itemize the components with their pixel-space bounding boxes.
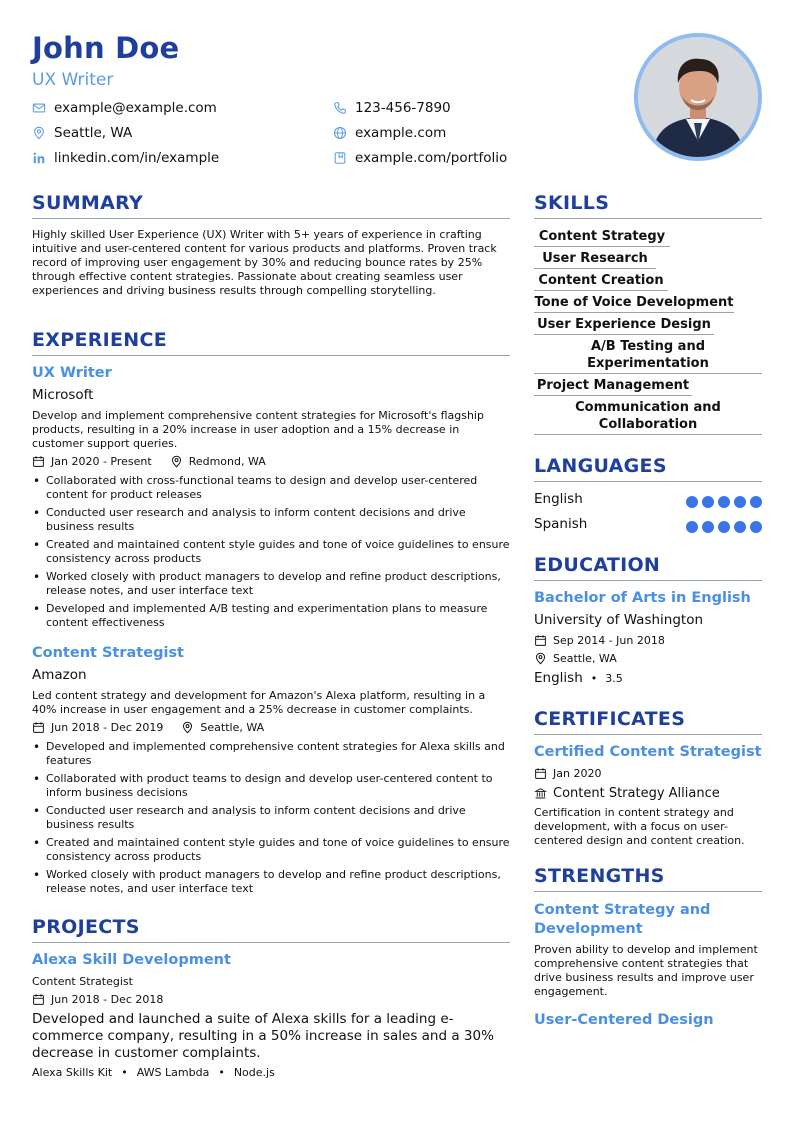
experience-divider [32, 355, 510, 356]
mail-icon [32, 101, 46, 115]
calendar-icon [32, 993, 45, 1006]
list-item: • Created and maintained content style guides and tone of voice guidelines to ensure consistency across products [32, 538, 510, 566]
summary-heading: SUMMARY [32, 192, 144, 214]
contact-linkedin[interactable] [32, 150, 219, 166]
language-name: Spanish [534, 516, 588, 532]
job-location: Redmond, WA [188, 455, 266, 468]
education-location [534, 652, 617, 665]
skills-heading: SKILLS [534, 192, 610, 214]
certificate-issuer-text: Content Strategy Alliance [553, 786, 720, 801]
list-item: • Worked closely with product managers to develop and refine product descriptions, release notes, and user interface text [32, 868, 510, 896]
contact-location [32, 125, 132, 141]
location-text: Seattle, WA [54, 125, 133, 141]
person-avatar-icon [638, 37, 758, 157]
job-company: Amazon [32, 667, 87, 683]
contact-email[interactable] [32, 100, 217, 116]
strength-title: Content Strategy and Development [534, 902, 711, 937]
certificate-description: Certification in content strategy and development, with a focus on user-centered design and content creation. [534, 806, 745, 847]
strengths-divider [534, 891, 762, 892]
job-meta [32, 721, 264, 734]
contact-phone[interactable] [333, 100, 451, 116]
contact-portfolio[interactable] [333, 150, 507, 166]
phone-icon [333, 101, 347, 115]
languages-heading: LANGUAGES [534, 455, 667, 477]
job-description: Develop and implement comprehensive content strategies for Microsoft's flagship products, resulting in a 20% increase in user adoption and a 15% decrease in customer support queries. [32, 409, 484, 450]
calendar-icon [32, 455, 45, 468]
level-dot [750, 496, 762, 508]
tool-tag: Alexa Skills Kit [32, 1066, 113, 1079]
job-dates: Jun 2018 - Dec 2019 [51, 721, 164, 734]
job-dates: Jan 2020 - Present [51, 455, 152, 468]
language-name: English [534, 491, 583, 507]
list-item: • Conducted user research and analysis to inform content decisions and drive business results [32, 804, 510, 832]
institution-icon [534, 787, 547, 800]
level-dot [718, 521, 730, 533]
job-company: Microsoft [32, 387, 94, 403]
list-item: • Worked closely with product managers to develop and refine product descriptions, release notes, and user interface text [32, 570, 510, 598]
globe-icon [333, 126, 347, 140]
location-pin-icon [32, 126, 46, 140]
linkedin-icon [32, 151, 46, 165]
portfolio-text: example.com/portfolio [355, 150, 508, 166]
job-bullets [32, 474, 510, 634]
skill-item: Tone of Voice Development [534, 294, 734, 313]
languages-divider [534, 481, 762, 482]
separator-dot: • [218, 1066, 225, 1079]
level-dot [702, 496, 714, 508]
language-level-dots [686, 521, 762, 533]
education-major-gpa [534, 670, 623, 686]
school-name: University of Washington [534, 612, 704, 628]
skill-item: User Experience Design [534, 316, 714, 335]
list-item: • Collaborated with product teams to design and develop user-centered content to inform business decisions [32, 772, 510, 800]
strength-title: User-Centered Design [534, 1012, 714, 1028]
education-dates-text: Sep 2014 - Jun 2018 [553, 634, 665, 647]
skill-item: A/B Testing and Experimentation [534, 338, 762, 374]
website-text: example.com [355, 125, 447, 141]
project-meta [32, 993, 163, 1006]
project-role: Content Strategist [32, 975, 133, 988]
project-title: Alexa Skill Development [32, 952, 231, 968]
project-tools [32, 1066, 275, 1079]
separator-dot: • [121, 1066, 128, 1079]
job-description: Led content strategy and development for Amazon's Alexa platform, resulting in a 40% increase in user engagement and a 25% decrease in customer complaints. [32, 689, 486, 716]
level-dot [734, 521, 746, 533]
summary-divider [32, 218, 510, 219]
job-title: UX Writer [32, 365, 112, 381]
level-dot [718, 496, 730, 508]
skill-item: User Research [534, 250, 656, 269]
skills-divider [534, 218, 762, 219]
candidate-role: UX Writer [32, 70, 114, 90]
contact-website[interactable] [333, 125, 446, 141]
location-pin-icon [534, 652, 547, 665]
linkedin-text: linkedin.com/in/example [54, 150, 220, 166]
projects-heading: PROJECTS [32, 916, 140, 938]
education-major: English [534, 670, 583, 686]
education-location-text: Seattle, WA [553, 652, 617, 665]
certificates-heading: CERTIFICATES [534, 708, 686, 730]
education-gpa: 3.5 [605, 671, 623, 685]
strengths-heading: STRENGTHS [534, 865, 665, 887]
tool-tag: AWS Lambda [136, 1066, 210, 1079]
certificate-issuer [534, 786, 720, 801]
list-item: • Created and maintained content style guides and tone of voice guidelines to ensure consistency across products [32, 836, 510, 864]
calendar-icon [32, 721, 45, 734]
list-item: • Collaborated with cross-functional teams to design and develop user-centered content for product releases [32, 474, 510, 502]
certificate-name: Certified Content Strategist [534, 744, 762, 760]
separator-dot: • [590, 671, 598, 685]
job-bullets [32, 740, 510, 900]
job-title: Content Strategist [32, 645, 184, 661]
skill-item: Project Management [534, 377, 692, 396]
skill-item: Content Creation [534, 272, 668, 291]
skill-item: Content Strategy [534, 228, 670, 247]
level-dot [734, 496, 746, 508]
profile-photo [634, 33, 762, 161]
certificate-date [534, 767, 601, 780]
phone-text: 123-456-7890 [355, 100, 451, 116]
certificate-date-text: Jan 2020 [553, 767, 602, 780]
summary-text: Highly skilled User Experience (UX) Writer with 5+ years of experience in crafting intuitive and user-centered content for various products and platforms. Proven track record of improving user engagement by 30% and reducing bounce rates by 25% through effective content strategies. Passionate about creating seamless user experiences and driving business results through compelling storytelling. [32, 228, 497, 297]
level-dot [686, 496, 698, 508]
job-meta [32, 455, 266, 468]
certificates-divider [534, 734, 762, 735]
skill-item: Communication and Collaboration [534, 399, 762, 435]
bookmark-icon [333, 151, 347, 165]
location-pin-icon [170, 455, 183, 468]
education-dates [534, 634, 665, 647]
list-item: • Conducted user research and analysis to inform content decisions and drive business results [32, 506, 510, 534]
experience-heading: EXPERIENCE [32, 329, 168, 351]
location-pin-icon [181, 721, 194, 734]
level-dot [686, 521, 698, 533]
language-level-dots [686, 496, 762, 508]
list-item: • Developed and implemented A/B testing and experimentation plans to measure content effectiveness [32, 602, 510, 630]
level-dot [702, 521, 714, 533]
education-divider [534, 580, 762, 581]
job-location: Seattle, WA [200, 721, 265, 734]
strength-description: Proven ability to develop and implement comprehensive content strategies that drive business results and improve user engagement. [534, 943, 758, 998]
email-text: example@example.com [54, 100, 217, 116]
calendar-icon [534, 767, 547, 780]
calendar-icon [534, 634, 547, 647]
list-item: • Developed and implemented comprehensive content strategies for Alexa skills and features [32, 740, 510, 768]
candidate-name: John Doe [32, 31, 180, 65]
tool-tag: Node.js [233, 1066, 275, 1079]
degree-title: Bachelor of Arts in English [534, 590, 751, 606]
project-dates: Jun 2018 - Dec 2018 [51, 993, 164, 1006]
project-description: Developed and launched a suite of Alexa skills for a leading e-commerce company, resulting in a 50% increase in sales and a 30% decrease in customer complaints. [32, 1011, 494, 1061]
level-dot [750, 521, 762, 533]
projects-divider [32, 942, 510, 943]
education-heading: EDUCATION [534, 554, 661, 576]
